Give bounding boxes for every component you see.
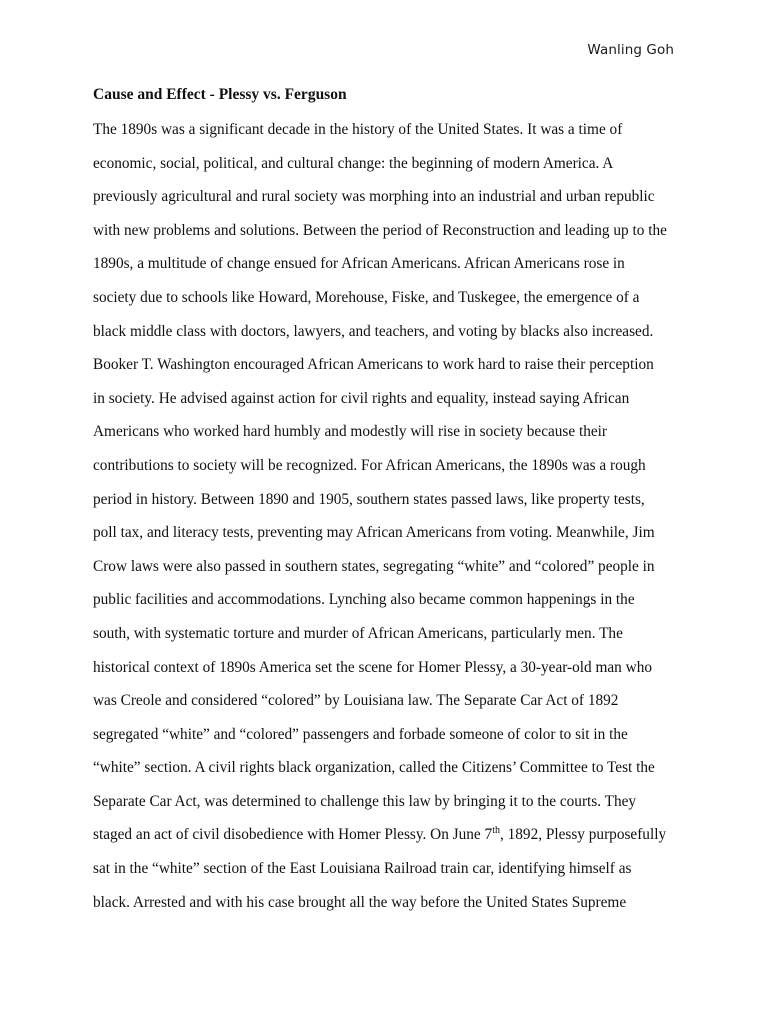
text-line-5: 1890s, a multitude of change ensued for African Americans. African Americans rose in <box>93 255 625 273</box>
text-line-4: with new problems and solutions. Between the period of Reconstruction and leading up to the <box>93 221 667 239</box>
text-line-12: period in history. Between 1890 and 1905, southern states passed laws, like property tests, <box>93 490 645 508</box>
text-line-18: was Creole and considered “colored” by Louisiana law. The Separate Car Act of 1892 <box>93 692 619 710</box>
body-paragraph <box>93 113 678 919</box>
text-line-22-end: , 1892, Plessy purposefully <box>499 826 667 844</box>
text-line-1: The 1890s was a significant decade in the history of the United States. It was a time of <box>93 121 623 138</box>
text-line-24: black. Arrested and with his case brought all the way before the United States Supreme <box>93 893 627 911</box>
text-line-16: south, with systematic torture and murder of African Americans, particularly men. The <box>93 624 623 642</box>
text-line-21: Separate Car Act, was determined to challenge this law by bringing it to the courts. They <box>93 792 637 810</box>
text-line-8: Booker T. Washington encouraged African Americans to work hard to raise their perception <box>93 356 654 374</box>
text-line-11: contributions to society will be recognized. For African Americans, the 1890s was a rough <box>93 456 646 474</box>
text-line-23: sat in the “white” section of the East Louisiana Railroad train car, identifying himself as <box>93 860 632 878</box>
text-line-20: “white” section. A civil rights black organization, called the Citizens’ Committee to Test the <box>93 759 655 777</box>
document-title: Cause and Effect - Plessy vs. Ferguson <box>93 86 347 103</box>
text-line-13: poll tax, and literacy tests, preventing may African Americans from voting. Meanwhile, Jim <box>93 524 655 542</box>
text-line-6: society due to schools like Howard, Morehouse, Fiske, and Tuskegee, the emergence of a <box>93 288 640 306</box>
text-line-17: historical context of 1890s America set the scene for Homer Plessy, a 30-year-old man who <box>93 658 653 676</box>
text-line-9: in society. He advised against action for civil rights and equality, instead saying African <box>93 389 630 407</box>
text-line-7: black middle class with doctors, lawyers, and teachers, and voting by blacks also increased. <box>93 322 654 340</box>
text-line-10: Americans who worked hard humbly and modestly will rise in society because their <box>93 423 608 441</box>
text-line-19: segregated “white” and “colored” passengers and forbade someone of color to sit in the <box>93 725 628 743</box>
text-line-14: Crow laws were also passed in southern states, segregating “white” and “colored” people in <box>93 557 655 575</box>
text-line-22 <box>93 818 678 852</box>
text-line-15: public facilities and accommodations. Lynching also became common happenings in the <box>93 591 635 609</box>
text-line-22-start: staged an act of civil disobedience with Homer Plessy. On June 7 <box>93 826 493 844</box>
text-line-3: previously agricultural and rural society was morphing into an industrial and urban republic <box>93 188 655 206</box>
text-line-2: economic, social, political, and cultural change: the beginning of modern America. A <box>93 154 614 172</box>
ordinal-superscript: th <box>492 825 500 837</box>
author-header: Wanling Goh <box>587 42 674 58</box>
